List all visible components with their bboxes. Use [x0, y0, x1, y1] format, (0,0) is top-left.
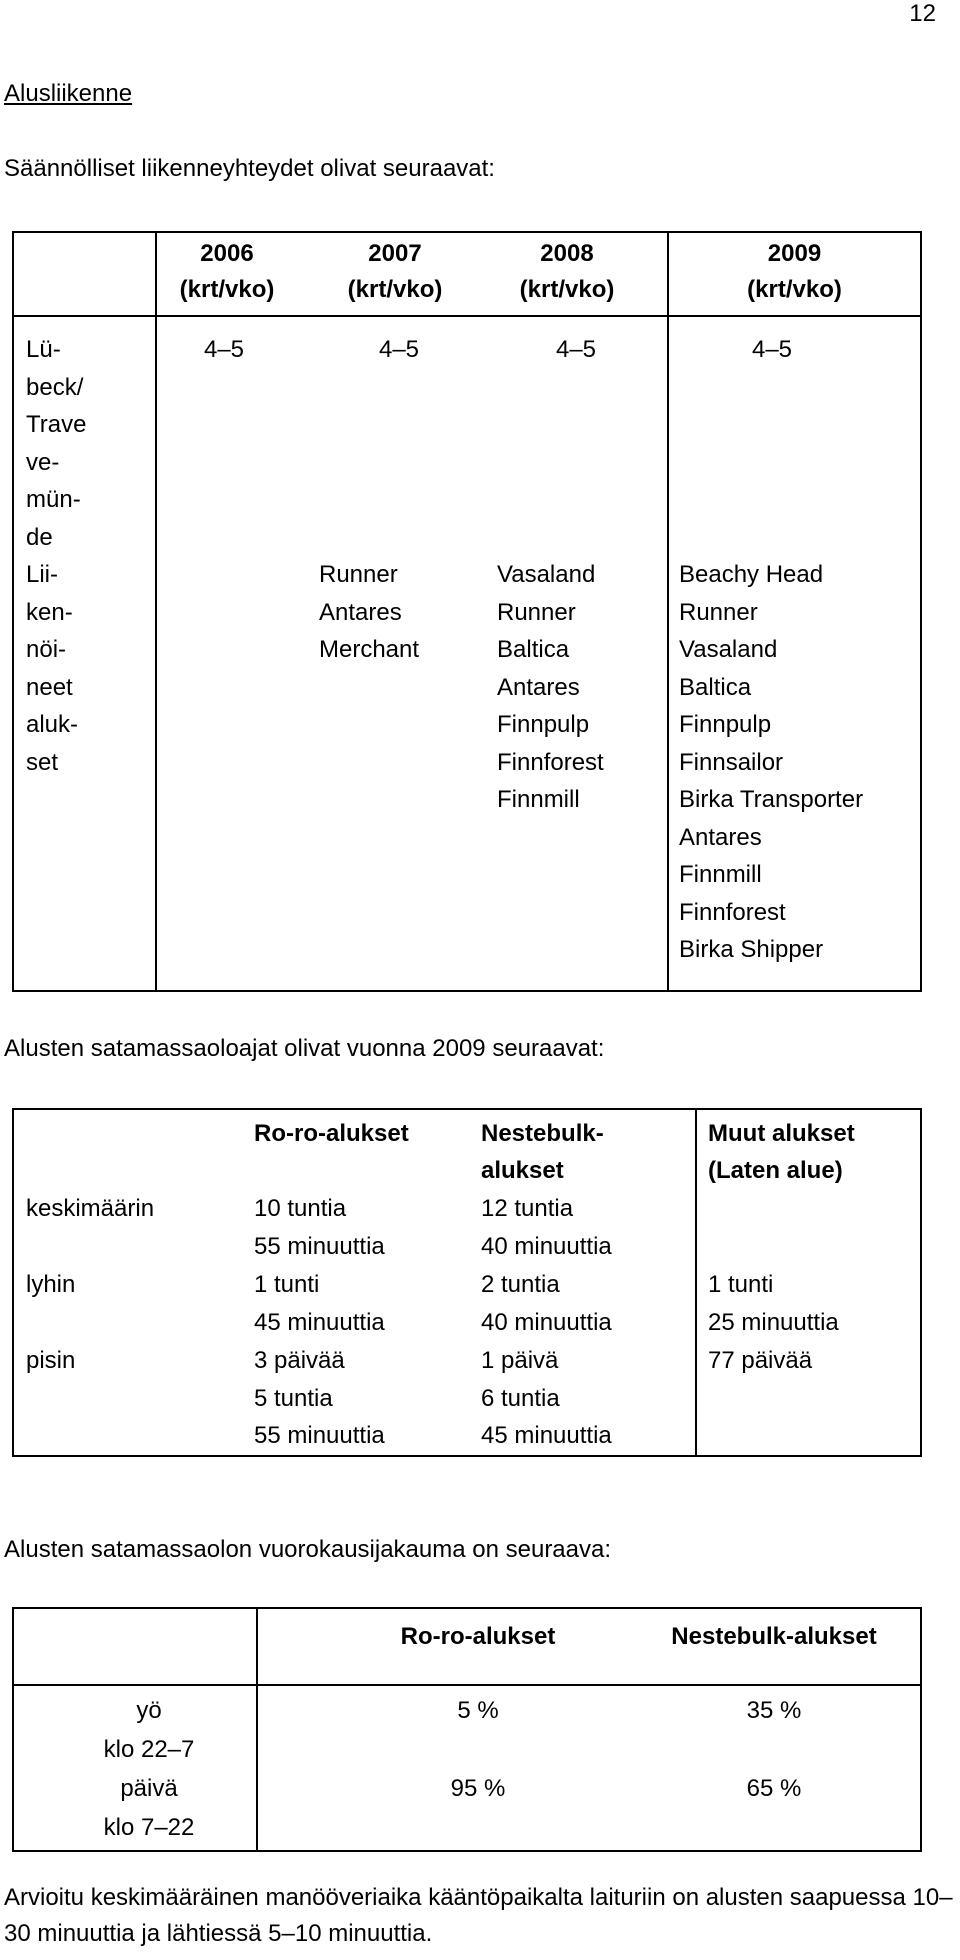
closing-paragraph: Arvioitu keskimääräinen manööveriaika kääntöpaikalta laituriin on alusten saapuessa 10–30 minuuttia ja lähtiessä 5–10 minuuttia. — [4, 1884, 953, 1947]
average-bulk: 12 tuntia 40 minuuttia — [481, 1195, 612, 1260]
row-label-day-hours: klo 7–22 — [103, 1814, 195, 1841]
freq-2008: 4–5 — [555, 336, 597, 363]
distribution-intro-text: Alusten satamassaolon vuorokausijakauma on seuraava: — [4, 1536, 612, 1563]
shortest-bulk: 2 tuntia 40 minuuttia — [481, 1271, 612, 1336]
night-roro: 5 % — [457, 1697, 499, 1724]
routes-intro-text: Säännölliset liikenneyhteydet olivat seuraavat: — [4, 155, 495, 182]
header-2007: 2007 (krt/vko) — [347, 240, 443, 303]
longest-other: 77 päivää — [708, 1347, 813, 1374]
row-label-day: päivä — [120, 1775, 178, 1802]
ships-2009: Beachy Head Runner Vasaland Baltica Finnpulp Finnsailor Birka Transporter Antares Finnmill Finnforest Birka Shipper — [679, 561, 864, 963]
night-bulk: 35 % — [746, 1697, 802, 1724]
longest-roro: 3 päivää 5 tuntia 55 minuuttia — [254, 1347, 385, 1449]
routes-table — [12, 231, 922, 992]
ships-2007: Runner Antares Merchant — [319, 561, 420, 663]
header-bulk: Nestebulk- alukset — [481, 1120, 604, 1184]
row-label-average: keskimäärin — [26, 1195, 155, 1222]
header-dist-bulk: Nestebulk-alukset — [671, 1623, 877, 1650]
row-label-longest: pisin — [26, 1347, 76, 1374]
port-times-intro-text: Alusten satamassaoloajat olivat vuonna 2009 seuraavat: — [4, 1035, 605, 1062]
header-2009: 2009 (krt/vko) — [747, 240, 842, 303]
page-number: 12 — [909, 0, 936, 27]
header-dist-roro: Ro-ro-alukset — [400, 1623, 556, 1650]
row-label-night: yö — [136, 1697, 162, 1724]
header-roro: Ro-ro-alukset — [254, 1120, 409, 1147]
row-label-ships: Lii- ken- nöi- neet aluk- set — [26, 561, 79, 776]
port-times-table — [12, 1108, 922, 1457]
freq-2006: 4–5 — [203, 336, 245, 363]
longest-bulk: 1 päivä 6 tuntia 45 minuuttia — [481, 1347, 612, 1449]
ships-2008: Vasaland Runner Baltica Antares Finnpulp Finnforest Finnmill — [497, 561, 604, 813]
row-label-route: Lü- beck/ Trave ve- mün- de — [26, 336, 87, 551]
header-2008: 2008 (krt/vko) — [519, 240, 615, 303]
shortest-roro: 1 tunti 45 minuuttia — [254, 1271, 385, 1336]
row-label-night-hours: klo 22–7 — [103, 1736, 195, 1763]
freq-2009: 4–5 — [751, 336, 793, 363]
day-bulk: 65 % — [746, 1775, 802, 1802]
row-label-shortest: lyhin — [26, 1271, 76, 1298]
section-heading: Alusliikenne — [4, 80, 133, 107]
average-roro: 10 tuntia 55 minuuttia — [254, 1195, 385, 1260]
freq-2007: 4–5 — [378, 336, 420, 363]
day-roro: 95 % — [450, 1775, 506, 1802]
shortest-other: 1 tunti 25 minuuttia — [708, 1271, 839, 1336]
header-2006: 2006 (krt/vko) — [179, 240, 275, 303]
header-other: Muut alukset (Laten alue) — [708, 1120, 855, 1184]
distribution-table — [12, 1607, 922, 1852]
